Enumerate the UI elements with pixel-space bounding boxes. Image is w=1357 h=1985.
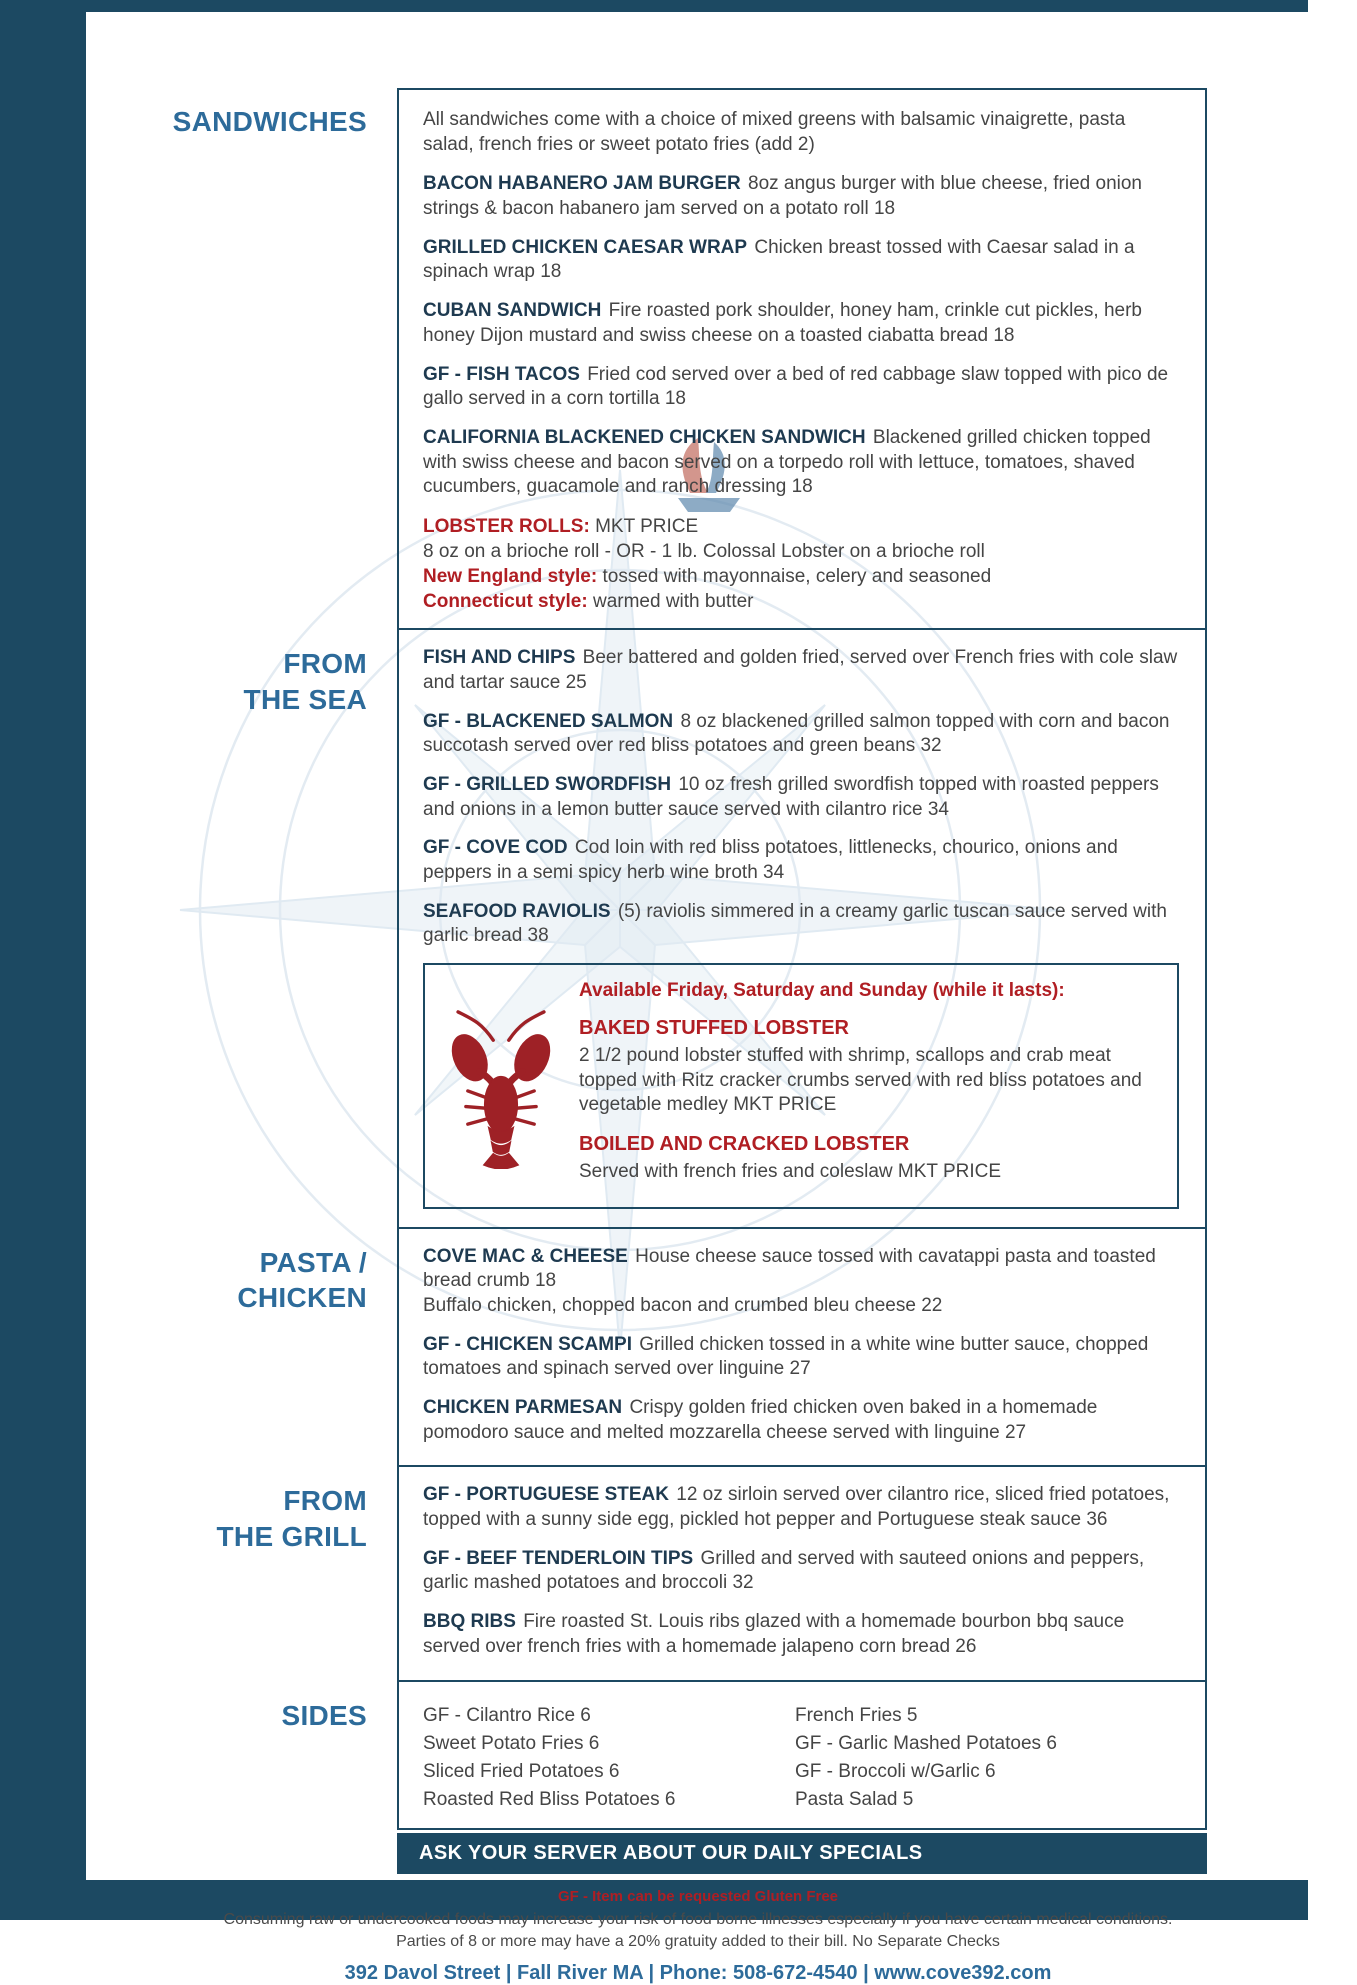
menu-item [423, 836, 1179, 885]
item-name: SEAFOOD RAVIOLIS [423, 900, 611, 922]
menu-content [86, 12, 1310, 1985]
item-name: GF - GRILLED SWORDFISH [423, 774, 672, 795]
special-item-name: BAKED STUFFED LOBSTER [579, 1016, 849, 1039]
sides-column-right [795, 1702, 1179, 1814]
section-box-sides [397, 1680, 1207, 1830]
special-item-description: 2 1/2 pound lobster stuffed with shrimp, scallops and crab meat topped with Ritz cracker crumbs served with red bliss potatoes and vegetable medley MKT PRICE [579, 1044, 1142, 1116]
menu-item [423, 1333, 1179, 1382]
lobster-rolls-title-line [423, 514, 1179, 539]
menu-item [423, 710, 1179, 759]
item-description: 8oz angus burger with blue cheese, fried onion strings & bacon habanero jam served on a potato roll 18 [423, 173, 1142, 220]
page-frame-top [0, 0, 1308, 12]
item-name: FISH AND CHIPS [423, 647, 576, 669]
menu-item [423, 900, 1179, 949]
lobster-special-text [579, 979, 1159, 1198]
section-label-sandwiches: SANDWICHES [172, 106, 367, 137]
lobster-special-box [423, 963, 1179, 1208]
menu-item [423, 299, 1179, 348]
section-label-from-the-sea: FROM THE SEA [243, 648, 367, 716]
section-box-from-the-grill [397, 1465, 1207, 1681]
style-description: tossed with mayonnaise, celery and seasoned [602, 566, 992, 588]
restaurant-address: 392 Davol Street | Fall River MA | Phone: 508-672-4540 | www.cove392.com [344, 1962, 1052, 1985]
menu-item [423, 236, 1179, 285]
lobster-roll-style [423, 589, 1179, 614]
special-item-description: Served with french fries and coleslaw MKT PRICE [579, 1160, 1002, 1182]
item-description: Blackened grilled chicken topped with swiss cheese and bacon served on a torpedo roll with lettuce, tomatoes, shaved cucumbers, guacamole and ranch dressing 18 [423, 426, 1151, 498]
item-name: CHICKEN PARMESAN [423, 1397, 623, 1418]
side-item: French Fries 5 [795, 1704, 918, 1726]
section-label-sides: SIDES [281, 1699, 367, 1731]
banner-spacer [86, 1830, 397, 1874]
section-box-sandwiches [397, 88, 1207, 630]
menu-item [423, 1610, 1179, 1659]
section-label-pasta-chicken: PASTA / CHICKEN [237, 1246, 367, 1314]
menu-item [423, 773, 1179, 822]
side-item: GF - Cilantro Rice 6 [423, 1704, 591, 1726]
item-name: CALIFORNIA BLACKENED CHICKEN SANDWICH [423, 426, 866, 448]
menu-item [423, 426, 1179, 500]
side-item: Sliced Fried Potatoes 6 [423, 1760, 620, 1782]
item-name: GF - BLACKENED SALMON [423, 710, 674, 732]
item-variant: Buffalo chicken, chopped bacon and crumbed bleu cheese 22 [423, 1294, 943, 1316]
item-description: Fried cod served over a bed of red cabbage slaw topped with pico de gallo served in a corn tortilla 18 [423, 363, 1169, 410]
menu-item [423, 172, 1179, 221]
item-description: Cod loin with red bliss potatoes, littlenecks, chourico, onions and peppers in a semi spicy herb wine broth 34 [423, 837, 1118, 884]
style-description: warmed with butter [592, 591, 754, 613]
side-item: Roasted Red Bliss Potatoes 6 [423, 1788, 676, 1810]
item-description: Crispy golden fried chicken oven baked in a homemade pomodoro sauce and melted mozzarella cheese served with linguine 27 [423, 1397, 1098, 1443]
side-item: GF - Garlic Mashed Potatoes 6 [795, 1732, 1057, 1754]
health-disclaimer: Consuming raw or undercooked foods may increase your risk of food borne illnesses especially if you have certain medical conditions. [223, 1910, 1173, 1928]
side-item: Pasta Salad 5 [795, 1788, 914, 1810]
lobster-roll-style [423, 564, 1179, 589]
item-description: 12 oz sirloin served over cilantro rice, sliced fried potatoes, topped with a sunny side egg, pickled hot pepper and Portuguese steak sauce 36 [423, 1484, 1170, 1531]
sandwiches-intro: All sandwiches come with a choice of mixed greens with balsamic vinaigrette, pasta salad, french fries or sweet potato fries (add 2) [423, 109, 1126, 155]
item-description: (5) raviolis simmered in a creamy garlic tuscan sauce served with garlic bread 38 [423, 900, 1167, 947]
item-name: GRILLED CHICKEN CAESAR WRAP [423, 236, 748, 258]
special-item-name: BOILED AND CRACKED LOBSTER [579, 1132, 910, 1155]
lobster-rolls-price: MKT PRICE [595, 515, 699, 537]
menu-item [423, 1245, 1179, 1319]
footer [86, 1888, 1310, 1985]
item-name: BACON HABANERO JAM BURGER [423, 173, 741, 195]
menu-item [423, 646, 1179, 695]
item-description: 8 oz blackened grilled salmon topped with corn and bacon succotash served over red bliss potatoes and green beans 32 [423, 710, 1170, 757]
side-item: Sweet Potato Fries 6 [423, 1732, 600, 1754]
item-name: GF - PORTUGUESE STEAK [423, 1484, 669, 1506]
item-name: COVE MAC & CHEESE [423, 1245, 628, 1267]
special-availability: Available Friday, Saturday and Sunday (while it lasts): [579, 980, 1065, 1002]
menu-item [423, 1396, 1179, 1445]
style-name: Connecticut style: [423, 591, 588, 613]
item-description: Fire roasted pork shoulder, honey ham, crinkle cut pickles, herb honey Dijon mustard and swiss cheese on a toasted ciabatta bread 18 [423, 300, 1142, 346]
side-item: GF - Broccoli w/Garlic 6 [795, 1760, 996, 1782]
item-name: CUBAN SANDWICH [423, 300, 602, 322]
lobster-rolls-title: LOBSTER ROLLS: [423, 515, 590, 537]
gratuity-disclaimer: Parties of 8 or more may have a 20% gratuity added to their bill. No Separate Checks [396, 1932, 1000, 1950]
item-description: House cheese sauce tossed with cavatappi pasta and toasted bread crumb 18 [423, 1245, 1156, 1292]
item-description: Grilled chicken tossed in a white wine butter sauce, chopped tomatoes and spinach served over linguine 27 [423, 1333, 1149, 1380]
sides-column-left [423, 1702, 795, 1814]
lobster-rolls-block [423, 514, 1179, 614]
menu-item [423, 363, 1179, 412]
item-description: Grilled and served with sauteed onions and peppers, garlic mashed potatoes and broccoli 32 [423, 1547, 1145, 1594]
lobster-icon [441, 1009, 561, 1169]
section-box-pasta-chicken [397, 1227, 1207, 1468]
item-name: GF - CHICKEN SCAMPI [423, 1333, 632, 1355]
menu-item [423, 1547, 1179, 1596]
item-description: 10 oz fresh grilled swordfish topped with roasted peppers and onions in a lemon butter sauce served with cilantro rice 34 [423, 774, 1159, 820]
item-name: GF - COVE COD [423, 837, 568, 859]
item-name: GF - FISH TACOS [423, 363, 580, 385]
section-label-from-the-grill: FROM THE GRILL [216, 1485, 367, 1553]
style-name: New England style: [423, 566, 598, 588]
gluten-free-note: GF - Item can be requested Gluten Free [557, 1887, 839, 1905]
item-description: Beer battered and golden fried, served over French fries with cole slaw and tartar sauce 25 [423, 647, 1178, 693]
daily-specials-banner: ASK YOUR SERVER ABOUT OUR DAILY SPECIALS [397, 1833, 1207, 1874]
item-name: GF - BEEF TENDERLOIN TIPS [423, 1547, 694, 1569]
item-description: Chicken breast tossed with Caesar salad in a spinach wrap 18 [423, 236, 1135, 283]
item-name: BBQ RIBS [423, 1611, 516, 1633]
section-box-from-the-sea [397, 628, 1207, 1228]
menu-item [423, 1483, 1179, 1532]
item-description: Fire roasted St. Louis ribs glazed with a homemade bourbon bbq sauce served over french fries with a homemade jalapeno corn bread 26 [423, 1611, 1125, 1657]
lobster-rolls-detail: 8 oz on a brioche roll - OR - 1 lb. Colossal Lobster on a brioche roll [423, 541, 985, 563]
page-frame-left [0, 0, 86, 1920]
